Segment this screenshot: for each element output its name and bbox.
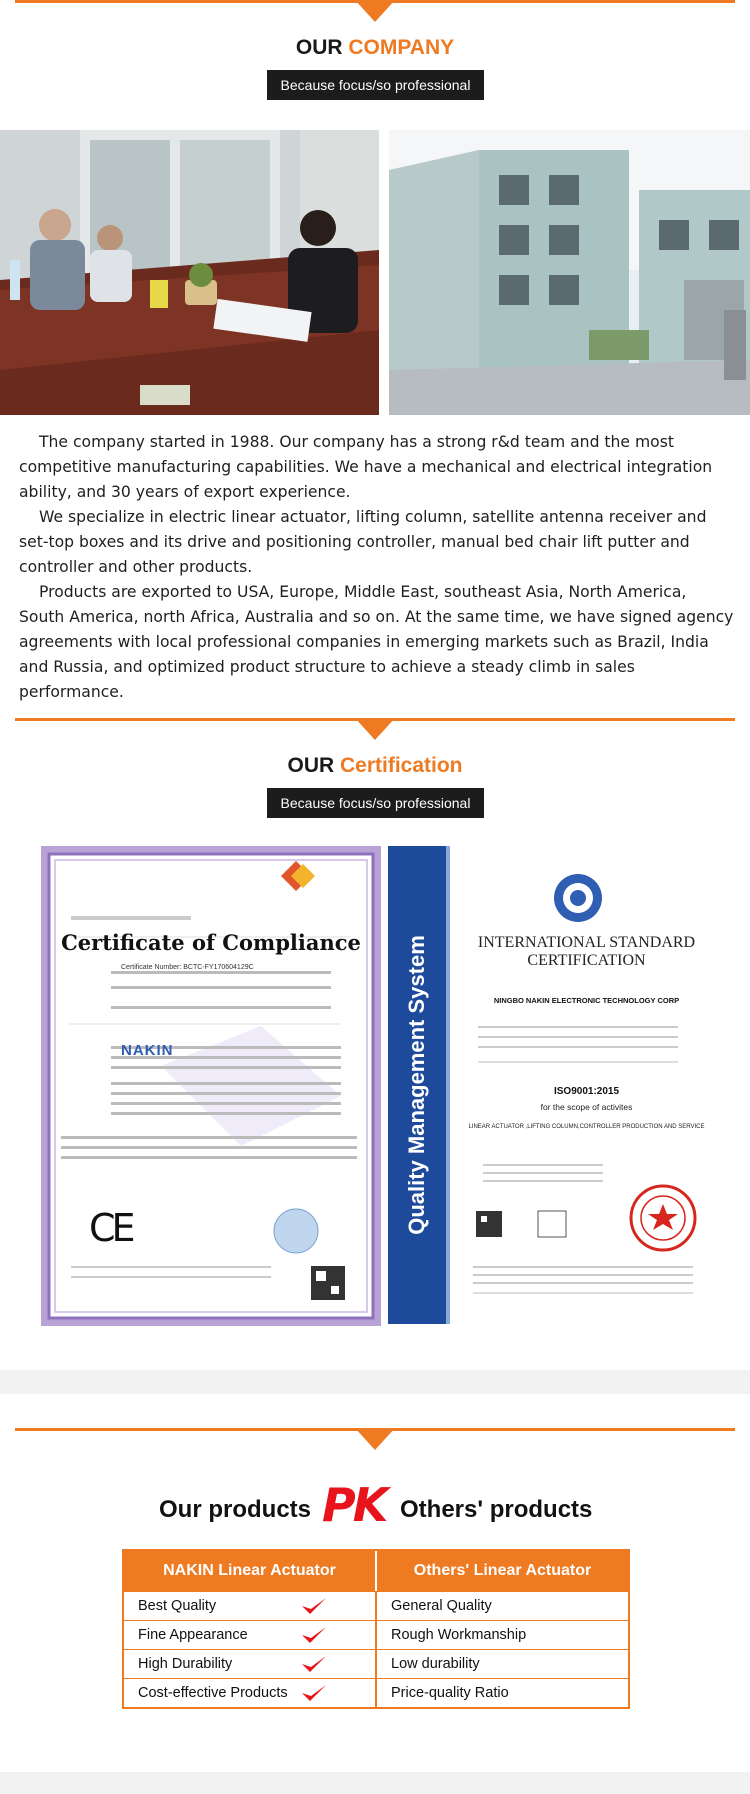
certificate-of-compliance [41, 846, 381, 1326]
our-products-label: Our products [159, 1496, 312, 1523]
intro-paragraph: We specialize in electric linear actuator, lifting column, satellite antenna receiver and set-top boxes and its drive and positioning controller, manual bed chair lift putter and controller and other products. [19, 508, 707, 576]
comparison-table-header [124, 1551, 628, 1591]
certificate-number: Certificate Number: BCTC-FY170604129C [121, 964, 254, 971]
company-title: OUR COMPANY [295, 36, 455, 59]
company-intro [19, 430, 734, 705]
iso-heading-line2: CERTIFICATION [527, 952, 646, 969]
ours-cell: Best Quality [124, 1592, 377, 1620]
check-icon [301, 1654, 327, 1674]
comparison-title [0, 1478, 750, 1538]
company-divider-notch [355, 0, 395, 22]
bottom-band [0, 1772, 750, 1794]
ours-cell: High Durability [124, 1650, 377, 1678]
check-icon [301, 1625, 327, 1645]
pk-mark: PK [322, 1478, 386, 1532]
iso-company-name: NINGBO NAKIN ELECTRONIC TECHNOLOGY CORP [493, 996, 680, 1005]
header-nakin: NAKIN Linear Actuator [124, 1551, 377, 1591]
company-tagline: Because focus/so professional [267, 70, 484, 100]
factory-building-photo [389, 130, 750, 415]
iso-standard: ISO9001:2015 [553, 1086, 620, 1097]
certification-divider-notch [355, 718, 395, 740]
certificate-heading: Certificate of Compliance [61, 930, 361, 955]
ours-cell: Fine Appearance [124, 1621, 377, 1649]
comparison-divider-notch [355, 1428, 395, 1450]
theirs-cell: Rough Workmanship [391, 1627, 527, 1643]
iso-certificate [388, 846, 723, 1324]
section-spacer-band [0, 1370, 750, 1394]
header-others: Others' Linear Actuator [413, 1562, 592, 1579]
iso-side-title: Quality Management System [404, 935, 429, 1235]
certification-tagline: Because focus/so professional [267, 788, 484, 818]
table-row [124, 1678, 628, 1707]
iso-heading-line1: INTERNATIONAL STANDARD [477, 934, 696, 951]
table-row [124, 1649, 628, 1678]
ours-cell: Cost-effective Products [124, 1679, 377, 1707]
intro-paragraph: Products are exported to USA, Europe, Middle East, southeast Asia, North America, South America, north Africa, Australia and so on. At the same time, we have signed agency agreements with local professional companies in emerging markets such as Brazil, India and Russia, and optimized product structure to achieve a steady climb in sales performance. [19, 583, 734, 701]
theirs-cell: Price-quality Ratio [391, 1685, 509, 1701]
office-meeting-photo [0, 130, 379, 415]
others-products-label: Others' products [400, 1496, 593, 1523]
theirs-cell: Low durability [391, 1656, 480, 1672]
theirs-cell: General Quality [391, 1598, 492, 1614]
nakin-brand-mark: NAKIN [121, 1042, 174, 1059]
check-icon [301, 1683, 327, 1703]
table-row [124, 1591, 628, 1620]
comparison-table [122, 1549, 630, 1709]
table-row [124, 1620, 628, 1649]
ce-mark: CE [89, 1206, 132, 1250]
iso-activities: LINEAR ACTUATOR ,LIFTING COLUMN,CONTROLLER PRODUCTION AND SERVICE [468, 1124, 705, 1130]
intro-paragraph: The company started in 1988. Our company has a strong r&d team and the most competitive manufacturing capabilities. We have a mechanical and electrical integration ability, and 30 years of export experience. [19, 433, 713, 501]
check-icon [301, 1596, 327, 1616]
iso-scope: for the scope of activites [540, 1102, 633, 1112]
certification-title: OUR Certification [287, 754, 463, 777]
